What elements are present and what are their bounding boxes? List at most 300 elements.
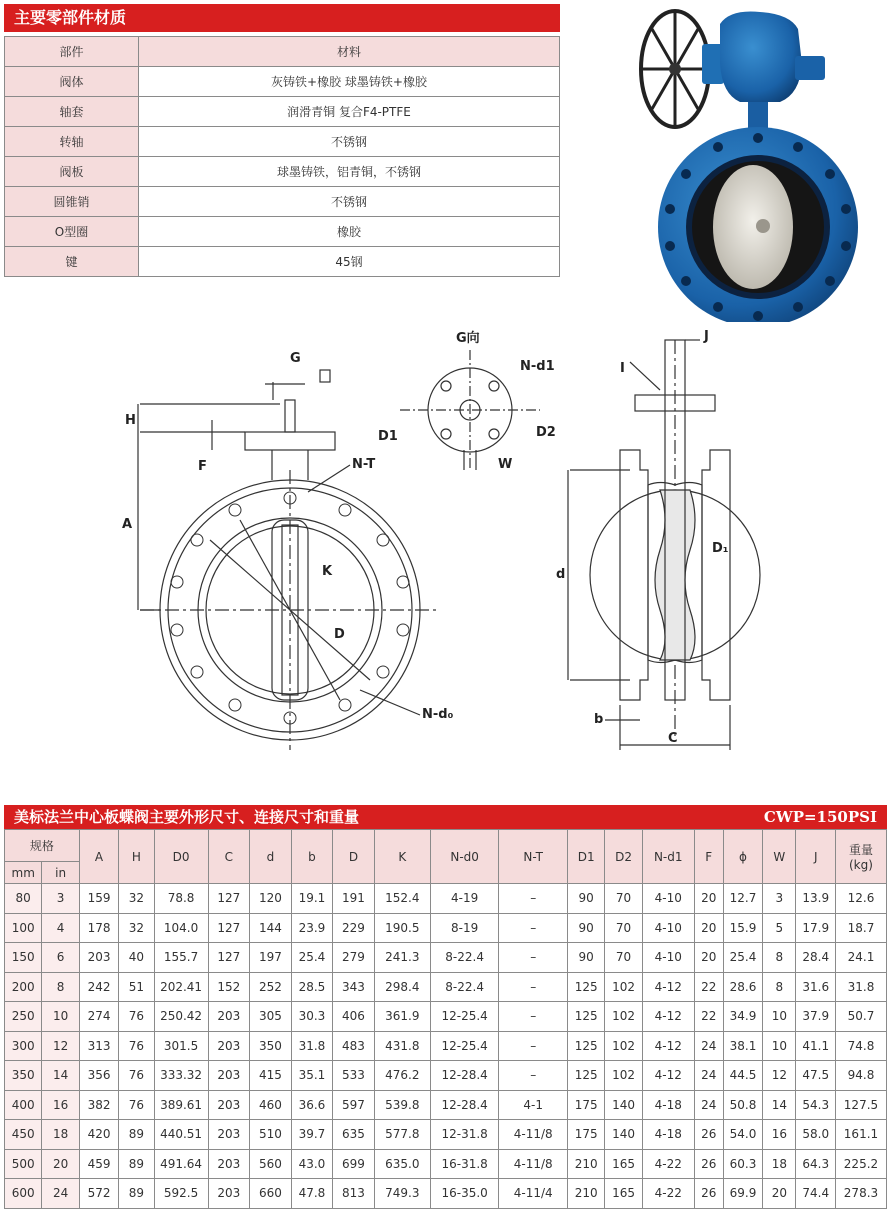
label-d1: D1 xyxy=(378,429,398,444)
table-cell: 31.6 xyxy=(796,972,835,1002)
table-cell: 3 xyxy=(42,884,79,914)
table-cell: 89 xyxy=(119,1120,154,1150)
specs-cwp: CWP=150PSI xyxy=(763,808,877,826)
header-weight: 重量 (kg) xyxy=(835,830,886,884)
table-cell: 191 xyxy=(333,884,375,914)
label-g: G xyxy=(290,351,301,366)
table-cell: 20 xyxy=(42,1149,79,1179)
header-col: N-d1 xyxy=(642,830,694,884)
table-cell: 4-11/8 xyxy=(499,1149,568,1179)
table-cell: 382 xyxy=(79,1090,118,1120)
header-mm: mm xyxy=(5,862,42,884)
table-cell: 54.3 xyxy=(796,1090,835,1120)
table-cell: 120 xyxy=(250,884,292,914)
material-cell: 45钢 xyxy=(139,247,560,277)
table-cell: 14 xyxy=(42,1061,79,1091)
table-cell: 203 xyxy=(208,1061,250,1091)
table-cell: 560 xyxy=(250,1149,292,1179)
table-cell: 70 xyxy=(605,884,642,914)
table-cell: 406 xyxy=(333,1002,375,1032)
table-cell: 635 xyxy=(333,1120,375,1150)
table-cell: 539.8 xyxy=(374,1090,430,1120)
table-cell: 19.1 xyxy=(291,884,333,914)
header-size: 规格 xyxy=(5,830,80,862)
table-cell: 78.8 xyxy=(154,884,208,914)
table-cell: 125 xyxy=(567,1061,604,1091)
table-cell: 533 xyxy=(333,1061,375,1091)
table-cell: 4-11/8 xyxy=(499,1120,568,1150)
table-cell: – xyxy=(499,972,568,1002)
table-row xyxy=(5,913,887,943)
table-cell: 125 xyxy=(567,1031,604,1061)
material-row xyxy=(5,187,560,217)
table-row xyxy=(5,1149,887,1179)
header-col: d xyxy=(250,830,292,884)
table-cell: 4-18 xyxy=(642,1090,694,1120)
header-col: ϕ xyxy=(723,830,762,884)
label-d1-sub: D₁ xyxy=(712,541,729,556)
table-cell: 150 xyxy=(5,943,42,973)
table-row xyxy=(5,972,887,1002)
table-cell: 144 xyxy=(250,913,292,943)
table-cell: 431.8 xyxy=(374,1031,430,1061)
part-cell: 阀板 xyxy=(5,157,139,187)
table-cell: 577.8 xyxy=(374,1120,430,1150)
table-cell: 4-10 xyxy=(642,884,694,914)
material-cell: 不锈钢 xyxy=(139,187,560,217)
specs-title: 美标法兰中心板蝶阀主要外形尺寸、连接尺寸和重量 xyxy=(14,808,360,826)
part-cell: 轴套 xyxy=(5,97,139,127)
material-row xyxy=(5,217,560,247)
table-cell: 12-28.4 xyxy=(430,1061,499,1091)
side-view xyxy=(568,340,760,750)
table-cell: 813 xyxy=(333,1179,375,1209)
table-cell: 26 xyxy=(694,1120,723,1150)
part-cell: 转轴 xyxy=(5,127,139,157)
table-cell: 203 xyxy=(79,943,118,973)
table-cell: 18.7 xyxy=(835,913,886,943)
table-cell: 25.4 xyxy=(291,943,333,973)
table-cell: 203 xyxy=(208,1179,250,1209)
table-cell: – xyxy=(499,1031,568,1061)
table-cell: 203 xyxy=(208,1090,250,1120)
table-cell: 175 xyxy=(567,1120,604,1150)
table-cell: 4-22 xyxy=(642,1179,694,1209)
table-cell: 483 xyxy=(333,1031,375,1061)
table-cell: 125 xyxy=(567,1002,604,1032)
table-cell: 225.2 xyxy=(835,1149,886,1179)
table-cell: 159 xyxy=(79,884,118,914)
table-cell: 300 xyxy=(5,1031,42,1061)
table-cell: 343 xyxy=(333,972,375,1002)
table-cell: 12-25.4 xyxy=(430,1002,499,1032)
table-cell: 24 xyxy=(694,1061,723,1091)
table-cell: 76 xyxy=(119,1031,154,1061)
table-cell: 305 xyxy=(250,1002,292,1032)
table-cell: 70 xyxy=(605,913,642,943)
header-col: D2 xyxy=(605,830,642,884)
table-cell: 76 xyxy=(119,1002,154,1032)
table-cell: 10 xyxy=(763,1002,796,1032)
table-cell: 127 xyxy=(208,913,250,943)
materials-table xyxy=(4,36,560,277)
table-cell: 350 xyxy=(5,1061,42,1091)
table-cell: 450 xyxy=(5,1120,42,1150)
part-cell: 圆锥销 xyxy=(5,187,139,217)
table-cell: 4-18 xyxy=(642,1120,694,1150)
header-col: J xyxy=(796,830,835,884)
table-cell: 350 xyxy=(250,1031,292,1061)
table-cell: 37.9 xyxy=(796,1002,835,1032)
header-col: D1 xyxy=(567,830,604,884)
material-cell: 灰铸铁+橡胶 球墨铸铁+橡胶 xyxy=(139,67,560,97)
header-col: H xyxy=(119,830,154,884)
table-cell: 140 xyxy=(605,1090,642,1120)
table-cell: 203 xyxy=(208,1120,250,1150)
table-cell: – xyxy=(499,943,568,973)
table-cell: 70 xyxy=(605,943,642,973)
table-cell: – xyxy=(499,884,568,914)
header-in: in xyxy=(42,862,79,884)
table-cell: 203 xyxy=(208,1031,250,1061)
table-cell: 4-10 xyxy=(642,913,694,943)
valve-product-photo xyxy=(630,4,865,322)
table-cell: 41.1 xyxy=(796,1031,835,1061)
header-col: N-T xyxy=(499,830,568,884)
table-cell: 90 xyxy=(567,884,604,914)
label-a: A xyxy=(122,517,133,532)
table-cell: 22 xyxy=(694,972,723,1002)
table-cell: 38.1 xyxy=(723,1031,762,1061)
table-cell: 8-22.4 xyxy=(430,943,499,973)
table-cell: 18 xyxy=(42,1120,79,1150)
table-cell: 43.0 xyxy=(291,1149,333,1179)
table-cell: 200 xyxy=(5,972,42,1002)
table-cell: 125 xyxy=(567,972,604,1002)
header-col: F xyxy=(694,830,723,884)
material-cell: 橡胶 xyxy=(139,217,560,247)
label-g-dir: G向 xyxy=(456,331,480,346)
table-cell: 500 xyxy=(5,1149,42,1179)
table-cell: 4-11/4 xyxy=(499,1179,568,1209)
table-cell: 361.9 xyxy=(374,1002,430,1032)
table-cell: 31.8 xyxy=(835,972,886,1002)
table-cell: 510 xyxy=(250,1120,292,1150)
table-cell: 250.42 xyxy=(154,1002,208,1032)
table-cell: 8 xyxy=(42,972,79,1002)
table-cell: 16 xyxy=(42,1090,79,1120)
table-cell: 597 xyxy=(333,1090,375,1120)
table-cell: 25.4 xyxy=(723,943,762,973)
table-cell: 39.7 xyxy=(291,1120,333,1150)
table-cell: 250 xyxy=(5,1002,42,1032)
table-cell: 459 xyxy=(79,1149,118,1179)
table-row xyxy=(5,1090,887,1120)
table-cell: 28.6 xyxy=(723,972,762,1002)
table-cell: 32 xyxy=(119,913,154,943)
label-d2: D2 xyxy=(536,425,556,440)
table-cell: 440.51 xyxy=(154,1120,208,1150)
table-cell: 40 xyxy=(119,943,154,973)
table-cell: 8 xyxy=(763,943,796,973)
table-cell: 13.9 xyxy=(796,884,835,914)
header-col: C xyxy=(208,830,250,884)
label-i: I xyxy=(620,361,625,376)
part-cell: 键 xyxy=(5,247,139,277)
label-f: F xyxy=(198,459,207,474)
table-cell: 420 xyxy=(79,1120,118,1150)
material-row xyxy=(5,67,560,97)
table-cell: 152 xyxy=(208,972,250,1002)
table-cell: 20 xyxy=(763,1179,796,1209)
table-cell: 203 xyxy=(208,1002,250,1032)
table-cell: 47.8 xyxy=(291,1179,333,1209)
table-cell: 20 xyxy=(694,884,723,914)
table-cell: 16 xyxy=(763,1120,796,1150)
table-cell: 4-12 xyxy=(642,1002,694,1032)
table-cell: 592.5 xyxy=(154,1179,208,1209)
header-col: W xyxy=(763,830,796,884)
table-cell: 47.5 xyxy=(796,1061,835,1091)
label-d-small: d xyxy=(556,567,566,582)
table-cell: 100 xyxy=(5,913,42,943)
table-cell: 20 xyxy=(694,913,723,943)
table-cell: 44.5 xyxy=(723,1061,762,1091)
table-cell: 313 xyxy=(79,1031,118,1061)
material-cell: 球墨铸铁，铝青铜，不锈钢 xyxy=(139,157,560,187)
g-view xyxy=(400,350,540,470)
label-w: W xyxy=(498,457,513,472)
label-c: C xyxy=(668,731,678,746)
table-cell: 28.4 xyxy=(796,943,835,973)
table-cell: 16-35.0 xyxy=(430,1179,499,1209)
table-cell: 3 xyxy=(763,884,796,914)
table-cell: 476.2 xyxy=(374,1061,430,1091)
table-cell: 178 xyxy=(79,913,118,943)
table-cell: 279 xyxy=(333,943,375,973)
table-cell: 165 xyxy=(605,1149,642,1179)
table-cell: 5 xyxy=(763,913,796,943)
table-cell: 197 xyxy=(250,943,292,973)
header-col: A xyxy=(79,830,118,884)
table-cell: 298.4 xyxy=(374,972,430,1002)
table-cell: 4-12 xyxy=(642,972,694,1002)
header-col: D0 xyxy=(154,830,208,884)
table-cell: 26 xyxy=(694,1179,723,1209)
table-cell: 12.7 xyxy=(723,884,762,914)
technical-drawing xyxy=(100,320,800,760)
material-row xyxy=(5,247,560,277)
table-cell: 301.5 xyxy=(154,1031,208,1061)
table-cell: 161.1 xyxy=(835,1120,886,1150)
table-cell: – xyxy=(499,913,568,943)
table-cell: 17.9 xyxy=(796,913,835,943)
table-cell: 241.3 xyxy=(374,943,430,973)
table-cell: 22 xyxy=(694,1002,723,1032)
table-cell: 202.41 xyxy=(154,972,208,1002)
table-cell: 4-10 xyxy=(642,943,694,973)
table-cell: 10 xyxy=(42,1002,79,1032)
label-nd1: N-d1 xyxy=(520,359,555,374)
material-cell: 不锈钢 xyxy=(139,127,560,157)
table-row xyxy=(5,943,887,973)
table-cell: 64.3 xyxy=(796,1149,835,1179)
table-cell: 102 xyxy=(605,972,642,1002)
table-cell: 32 xyxy=(119,884,154,914)
table-cell: 460 xyxy=(250,1090,292,1120)
table-row xyxy=(5,1179,887,1209)
table-cell: 8-19 xyxy=(430,913,499,943)
table-cell: 16-31.8 xyxy=(430,1149,499,1179)
table-cell: 54.0 xyxy=(723,1120,762,1150)
table-cell: 278.3 xyxy=(835,1179,886,1209)
material-row xyxy=(5,97,560,127)
table-cell: 190.5 xyxy=(374,913,430,943)
header-material: 材料 xyxy=(139,37,560,67)
table-cell: 90 xyxy=(567,913,604,943)
header-part: 部件 xyxy=(5,37,139,67)
table-cell: 89 xyxy=(119,1179,154,1209)
material-row xyxy=(5,157,560,187)
table-cell: 14 xyxy=(763,1090,796,1120)
table-cell: 4-22 xyxy=(642,1149,694,1179)
part-cell: O型圈 xyxy=(5,217,139,247)
table-cell: 415 xyxy=(250,1061,292,1091)
table-cell: 76 xyxy=(119,1061,154,1091)
table-cell: 35.1 xyxy=(291,1061,333,1091)
table-cell: 20 xyxy=(694,943,723,973)
header-col: b xyxy=(291,830,333,884)
table-cell: 252 xyxy=(250,972,292,1002)
table-cell: 30.3 xyxy=(291,1002,333,1032)
table-row xyxy=(5,884,887,914)
table-cell: 102 xyxy=(605,1061,642,1091)
table-cell: 140 xyxy=(605,1120,642,1150)
table-cell: 18 xyxy=(763,1149,796,1179)
label-k: K xyxy=(322,564,333,579)
table-row xyxy=(5,1120,887,1150)
table-cell: 36.6 xyxy=(291,1090,333,1120)
label-j: J xyxy=(704,329,709,344)
table-cell: 80 xyxy=(5,884,42,914)
table-cell: 4 xyxy=(42,913,79,943)
table-cell: 12.6 xyxy=(835,884,886,914)
specs-table xyxy=(4,829,887,1209)
table-cell: 51 xyxy=(119,972,154,1002)
table-cell: 210 xyxy=(567,1149,604,1179)
table-cell: – xyxy=(499,1002,568,1032)
table-row xyxy=(5,1031,887,1061)
table-cell: 165 xyxy=(605,1179,642,1209)
table-cell: 12-25.4 xyxy=(430,1031,499,1061)
table-cell: 60.3 xyxy=(723,1149,762,1179)
table-cell: 389.61 xyxy=(154,1090,208,1120)
table-cell: 8-22.4 xyxy=(430,972,499,1002)
table-cell: 89 xyxy=(119,1149,154,1179)
table-cell: 28.5 xyxy=(291,972,333,1002)
table-cell: 572 xyxy=(79,1179,118,1209)
table-cell: 356 xyxy=(79,1061,118,1091)
table-cell: 15.9 xyxy=(723,913,762,943)
table-cell: 12 xyxy=(763,1061,796,1091)
table-cell: 102 xyxy=(605,1031,642,1061)
table-cell: 12 xyxy=(42,1031,79,1061)
table-cell: 90 xyxy=(567,943,604,973)
specs-title-bar xyxy=(4,805,887,829)
header-col: N-d0 xyxy=(430,830,499,884)
materials-title: 主要零部件材质 xyxy=(4,4,560,32)
table-cell: 699 xyxy=(333,1149,375,1179)
material-cell: 润滑青铜 复合F4-PTFE xyxy=(139,97,560,127)
table-cell: 635.0 xyxy=(374,1149,430,1179)
table-cell: 50.8 xyxy=(723,1090,762,1120)
table-cell: 31.8 xyxy=(291,1031,333,1061)
table-cell: 94.8 xyxy=(835,1061,886,1091)
table-cell: 600 xyxy=(5,1179,42,1209)
table-cell: 24 xyxy=(694,1031,723,1061)
table-cell: 23.9 xyxy=(291,913,333,943)
table-cell: 24.1 xyxy=(835,943,886,973)
table-cell: 6 xyxy=(42,943,79,973)
table-cell: 50.7 xyxy=(835,1002,886,1032)
table-cell: 4-12 xyxy=(642,1061,694,1091)
table-row xyxy=(5,1002,887,1032)
part-cell: 阀体 xyxy=(5,67,139,97)
table-cell: 104.0 xyxy=(154,913,208,943)
label-b: b xyxy=(594,712,604,727)
table-cell: 127 xyxy=(208,943,250,973)
table-cell: 155.7 xyxy=(154,943,208,973)
label-d-cap: D xyxy=(334,627,345,642)
table-cell: 175 xyxy=(567,1090,604,1120)
label-nd0: N-d₀ xyxy=(422,707,454,722)
table-cell: 4-19 xyxy=(430,884,499,914)
table-cell: 24 xyxy=(42,1179,79,1209)
table-cell: 34.9 xyxy=(723,1002,762,1032)
table-cell: 58.0 xyxy=(796,1120,835,1150)
table-cell: 660 xyxy=(250,1179,292,1209)
table-cell: 69.9 xyxy=(723,1179,762,1209)
label-h: H xyxy=(125,413,136,428)
table-cell: 4-1 xyxy=(499,1090,568,1120)
table-cell: 210 xyxy=(567,1179,604,1209)
table-cell: 12-31.8 xyxy=(430,1120,499,1150)
table-cell: – xyxy=(499,1061,568,1091)
table-cell: 26 xyxy=(694,1149,723,1179)
header-col: K xyxy=(374,830,430,884)
table-cell: 8 xyxy=(763,972,796,1002)
table-cell: 24 xyxy=(694,1090,723,1120)
front-view xyxy=(138,370,440,750)
material-row xyxy=(5,127,560,157)
table-cell: 400 xyxy=(5,1090,42,1120)
table-cell: 74.8 xyxy=(835,1031,886,1061)
table-cell: 76 xyxy=(119,1090,154,1120)
table-row xyxy=(5,1061,887,1091)
label-nt: N-T xyxy=(352,457,376,472)
table-cell: 127 xyxy=(208,884,250,914)
table-cell: 4-12 xyxy=(642,1031,694,1061)
table-cell: 274 xyxy=(79,1002,118,1032)
table-cell: 333.32 xyxy=(154,1061,208,1091)
table-cell: 491.64 xyxy=(154,1149,208,1179)
table-cell: 102 xyxy=(605,1002,642,1032)
table-cell: 229 xyxy=(333,913,375,943)
table-cell: 10 xyxy=(763,1031,796,1061)
table-cell: 242 xyxy=(79,972,118,1002)
table-cell: 12-28.4 xyxy=(430,1090,499,1120)
table-cell: 127.5 xyxy=(835,1090,886,1120)
